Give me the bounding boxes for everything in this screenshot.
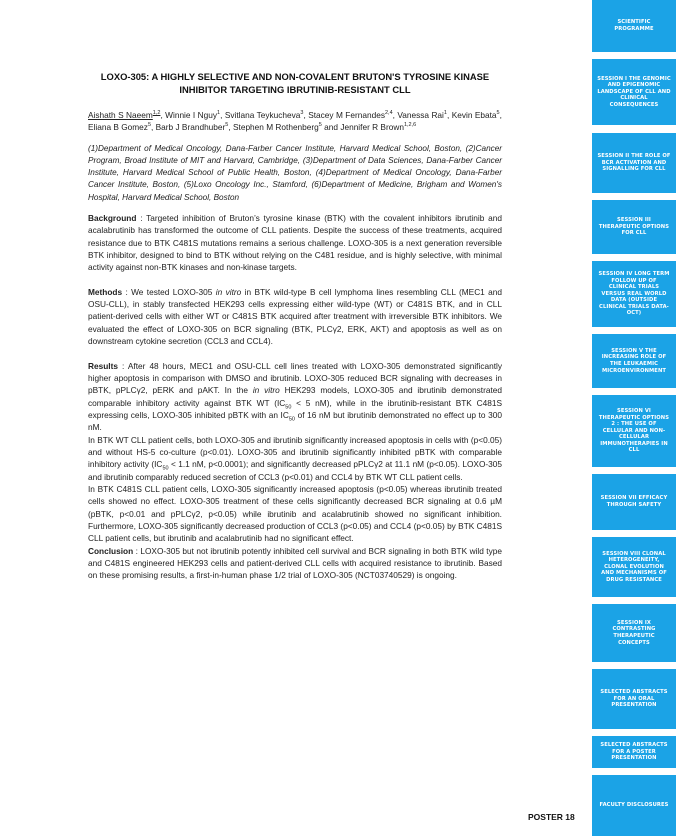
author-name: Jennifer R Brown [340, 122, 404, 133]
ic50-subscript: 50 [288, 416, 295, 423]
nav-session-2[interactable]: SESSION II THE ROLE OF BCR ACTIVATION AND SIGNALLING FOR CLL [592, 133, 676, 193]
methods-section [88, 286, 502, 348]
nav-session-8[interactable]: SESSION VIII CLONAL HETEROGENEITY, CLONAL EVOLUTION AND MECHANISMS OF DRUG RESISTANCE [592, 537, 676, 597]
background-label: Background [88, 213, 137, 224]
nav-session-4[interactable]: SESSION IV LONG TERM FOLLOW UP OF CLINICAL TRIALS VERSUS REAL WORLD DATA (OUTSIDE CLINICAL TRIALS DATA-OCT) [592, 261, 676, 327]
author-name: Svitlana Teykucheva [224, 110, 301, 120]
results-section [88, 360, 502, 434]
conclusion-text: : LOXO-305 but not ibrutinib potently inhibited cell survival and BCR signaling in both BTK wild type and C481S engineered HEK293 cells and patient-derived CLL cells with acquired resistance to ibrutinib. Based on these promising results, a first-in-human phase 1/2 trial of LOXO-305 (NCT03740529) is ongoing. [88, 545, 502, 581]
results-text: < 1.1 nM, p<0.0001); and significantly decreased pPLCγ2 at 11.1 nM (p<0.05). LOXO-305 and ibrutinib comparably reduced secretion of CCL3 (p<0.01) and CCL4 by BTK WT CLL patient cells. [88, 459, 502, 482]
author-name: Stacey M Fernandes [308, 110, 385, 120]
author-affiliation: 1,2 [152, 110, 161, 117]
ic50-subscript: 50 [162, 465, 169, 472]
methods-label: Methods [88, 286, 123, 297]
author-name: Aishath S Naeem [88, 110, 153, 120]
conclusion-label: Conclusion [88, 545, 134, 556]
background-section [88, 212, 502, 274]
author-name: Stephen M Rothenberg [232, 122, 319, 133]
nav-session-3[interactable]: SESSION III THERAPEUTIC OPTIONS FOR CLL [592, 200, 676, 254]
author-name: Kevin Ebata [451, 110, 497, 120]
author-affiliation: 5 [318, 122, 322, 129]
author-affiliation: 5 [147, 122, 152, 129]
conclusion-section [88, 545, 502, 582]
results-paragraph-2 [88, 434, 502, 483]
session-navigation [592, 0, 676, 836]
results-paragraph-3: In BTK C481S CLL patient cells, LOXO-305 significantly increased apoptosis (p<0.05) whereas ibrutinib treated cells showed no effect. LOXO-305 treatment of these cells significantly decreased BCR signaling at 0.6 µM (pBTK, p<0.01 and pPLCγ2, p<0.05) while ibrutinib and acalabrutinib showed no significant inhibition. Furthermore, LOXO-305 significantly decreased production of CCL3 (p<0.05) and CCL4 (p<0.05) by BTK C481S CLL patient cells, but ibrutinib and acalabrutinib had no significant effect. [88, 483, 502, 544]
results-text: In BTK WT CLL patient cells, both LOXO-305 and ibrutinib significantly increased apoptosis in cells with (p<0.05) and without HS-5 co-culture (p<0.01). LOXO-305 and ibrutinib significantly inhibited pBTK with comparable inhibitory activity (IC [88, 434, 502, 470]
results-text: of 16 nM but ibrutinib demonstrated no effect up to 300 nM. [88, 409, 502, 433]
author-name: Eliana B Gomez [88, 122, 148, 133]
affiliations: (1)Department of Medical Oncology, Dana-Farber Cancer Institute, Harvard Medical School, Boston, (2)Cancer Program, Broad Institute of MIT and Harvard, Cambridge, (3)Department of Data Sciences, Dana-Farber Cancer Institute, Harvard Medical School of Public Health, Boston, (4)Department of Medical Oncology, Dana-Farber Cancer Institute, Boston, (5)Loxo Oncology Inc., Stamford, (6)Department of Medicine, Brigham and Women's Hospital, Harvard Medical School, Boston [88, 143, 502, 202]
nav-scientific-programme[interactable]: SCIENTIFIC PROGRAMME [592, 0, 676, 52]
ic50-subscript: 50 [285, 404, 292, 411]
nav-session-9[interactable]: SESSION IX CONTRASTING THERAPEUTIC CONCEPTS [592, 604, 676, 662]
results-text: : After 48 hours, MEC1 and OSU-CLL cell lines treated with LOXO-305 demonstrated significantly higher apoptosis in comparison with DMSO and ibrutinib. LOXO-305 reduced BCR signaling with decreases in pBTK, pPLCγ2, pERK and pAKT. In the [88, 360, 502, 396]
author-list: Aishath S Naeem$^{1,2}$, Winnie I Nguy$^1$, Svitlana Teykucheva$^3$, Stacey M Fernandes$^{2,4}$, Vanessa Rai$^1$, Kevin Ebata$^5$, Eliana B Gomez$^5$, Barb J Brandhuber$^5$, Stephen M Rothenberg$^5$ and Jennifer R Brown$^{1,2,6}$ [88, 110, 502, 133]
methods-italic: in vitro [215, 286, 242, 297]
nav-poster-abstracts[interactable]: SELECTED ABSTRACTS FOR A POSTER PRESENTATION [592, 736, 676, 768]
author-name: Barb J Brandhuber [155, 122, 226, 133]
title-line-2: INHIBITOR TARGETING IBRUTINIB-RESISTANT CLL [179, 84, 411, 95]
nav-session-1[interactable]: SESSION I THE GENOMIC AND EPIGENOMIC LANDSCAPE OF CLL AND CLINICAL CONSEQUENCES [592, 59, 676, 125]
nav-session-5[interactable]: SESSION V THE INCREASING ROLE OF THE LEUKAEMIC MICROENVIRONMENT [592, 334, 676, 388]
title-line-1: LOXO-305: A HIGHLY SELECTIVE AND NON-COVALENT BRUTON'S TYROSINE KINASE [100, 71, 490, 82]
author-affiliation: 5 [225, 122, 229, 129]
abstract-title [88, 70, 502, 96]
nav-oral-abstracts[interactable]: SELECTED ABSTRACTS FOR AN ORAL PRESENTATION [592, 669, 676, 729]
author-affiliation: 1 [443, 110, 447, 117]
author-affiliation: 2,4 [384, 110, 393, 117]
results-italic: in vitro [252, 385, 280, 396]
author-affiliation: 3 [300, 110, 304, 117]
results-label: Results [88, 360, 118, 371]
methods-text: : We tested LOXO-305 [122, 286, 216, 297]
author-affiliation: 5 [496, 110, 500, 117]
poster-number: POSTER 18 [528, 812, 575, 822]
nav-session-6[interactable]: SESSION VI THERAPEUTIC OPTIONS 2 : THE USE OF CELLULAR AND NON-CELLULAR IMMUNOTHERAPIES IN CLL [592, 395, 676, 467]
results-text: HEK293 models, LOXO-305 and ibrutinib demonstrated comparable inhibitory activity against BTK WT (IC [88, 385, 503, 408]
author-name: Vanessa Rai [397, 110, 444, 120]
methods-text: in BTK wild-type B cell lymphoma lines resembling CLL (MEC1 and OSU-CLL), in stably transfected HEK293 cells expressing either wild-type (WT) or C481S BTK, and in CLL patient-derived cells with either WT or C481S BTK acquired after treatment with irreversible BTK inhibitors. We evaluated the effect of LOXO-305 on BCR signaling (BTK, PLCγ2, ERK, AKT) and apoptosis as well as on downstream cytokine secretion (CCL3 and CCL4). [88, 286, 502, 347]
results-text: < 5 nM), while in the ibrutinib-resistant BTK C481S expressing cells, LOXO-305 inhibited pBTK with an IC [88, 397, 502, 420]
nav-faculty-disclosures[interactable]: FACULTY DISCLOSURES [592, 775, 676, 836]
background-text: : Targeted inhibition of Bruton’s tyrosine kinase (BTK) with the covalent inhibitors ibrutinib and acalabrutinib has transformed the outcome of CLL patients. Despite the success of these treatments, acquired resistance due to BTK C481S mutations remains a serious challenge. LOXO-305 is a next generation reversible BTK inhibitor, designed to bind to BTK without relying on the C481 residue, and is highly selective, with minimal activity against non-BTK kinases and non-kinase targets. [88, 213, 502, 273]
author-affiliation: 1,2,6 [403, 122, 417, 129]
abstract [88, 70, 502, 582]
author-affiliation: 1 [217, 110, 221, 117]
author-name: Winnie I Nguy [165, 110, 218, 120]
nav-session-7[interactable]: SESSION VII EFFICACY THROUGH SAFETY [592, 474, 676, 530]
